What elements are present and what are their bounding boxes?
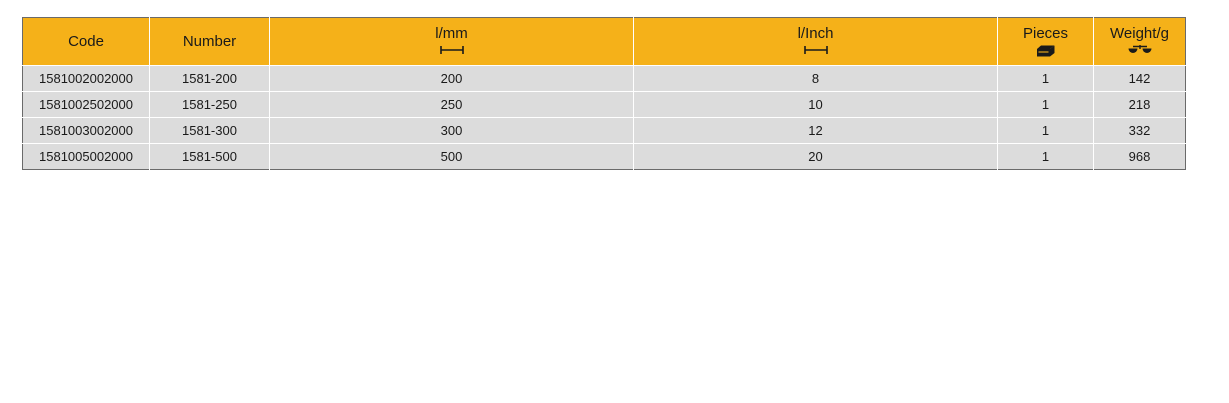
cell-number: 1581-500 [150, 144, 270, 170]
table-header [23, 18, 1186, 66]
package-box-icon [1036, 44, 1056, 58]
cell-length-mm: 500 [270, 144, 634, 170]
table-header-row [23, 18, 1186, 66]
cell-pieces: 1 [998, 66, 1094, 92]
column-header-length-mm [270, 18, 634, 66]
table-row [23, 66, 1186, 92]
cell-number: 1581-250 [150, 92, 270, 118]
cell-weight: 968 [1094, 144, 1186, 170]
length-measure-icon [439, 44, 465, 58]
cell-code: 1581002502000 [23, 92, 150, 118]
table-row [23, 118, 1186, 144]
cell-length-inch: 10 [634, 92, 998, 118]
table-row [23, 92, 1186, 118]
cell-number: 1581-300 [150, 118, 270, 144]
cell-pieces: 1 [998, 144, 1094, 170]
cell-length-inch: 8 [634, 66, 998, 92]
cell-length-inch: 20 [634, 144, 998, 170]
length-measure-icon [803, 44, 829, 58]
table-body [23, 66, 1186, 170]
cell-length-mm: 200 [270, 66, 634, 92]
cell-code: 1581002002000 [23, 66, 150, 92]
column-header-code [23, 18, 150, 66]
column-header-code-label: Code [68, 32, 104, 50]
table-row [23, 144, 1186, 170]
column-header-weight [1094, 18, 1186, 66]
cell-pieces: 1 [998, 92, 1094, 118]
column-header-pieces [998, 18, 1094, 66]
scale-balance-icon [1127, 44, 1153, 58]
column-header-pieces-label: Pieces [1022, 25, 1069, 43]
cell-weight: 142 [1094, 66, 1186, 92]
column-header-weight-label: Weight/g [1110, 25, 1169, 43]
cell-length-inch: 12 [634, 118, 998, 144]
column-header-length-inch-label: l/Inch [797, 25, 834, 43]
cell-weight: 332 [1094, 118, 1186, 144]
product-table-container [22, 17, 1185, 170]
column-header-number-label: Number [182, 32, 237, 50]
cell-code: 1581003002000 [23, 118, 150, 144]
product-specification-table [22, 17, 1186, 170]
column-header-number [150, 18, 270, 66]
cell-length-mm: 250 [270, 92, 634, 118]
cell-pieces: 1 [998, 118, 1094, 144]
cell-weight: 218 [1094, 92, 1186, 118]
cell-number: 1581-200 [150, 66, 270, 92]
column-header-length-inch [634, 18, 998, 66]
cell-length-mm: 300 [270, 118, 634, 144]
cell-code: 1581005002000 [23, 144, 150, 170]
column-header-length-mm-label: l/mm [435, 25, 468, 43]
